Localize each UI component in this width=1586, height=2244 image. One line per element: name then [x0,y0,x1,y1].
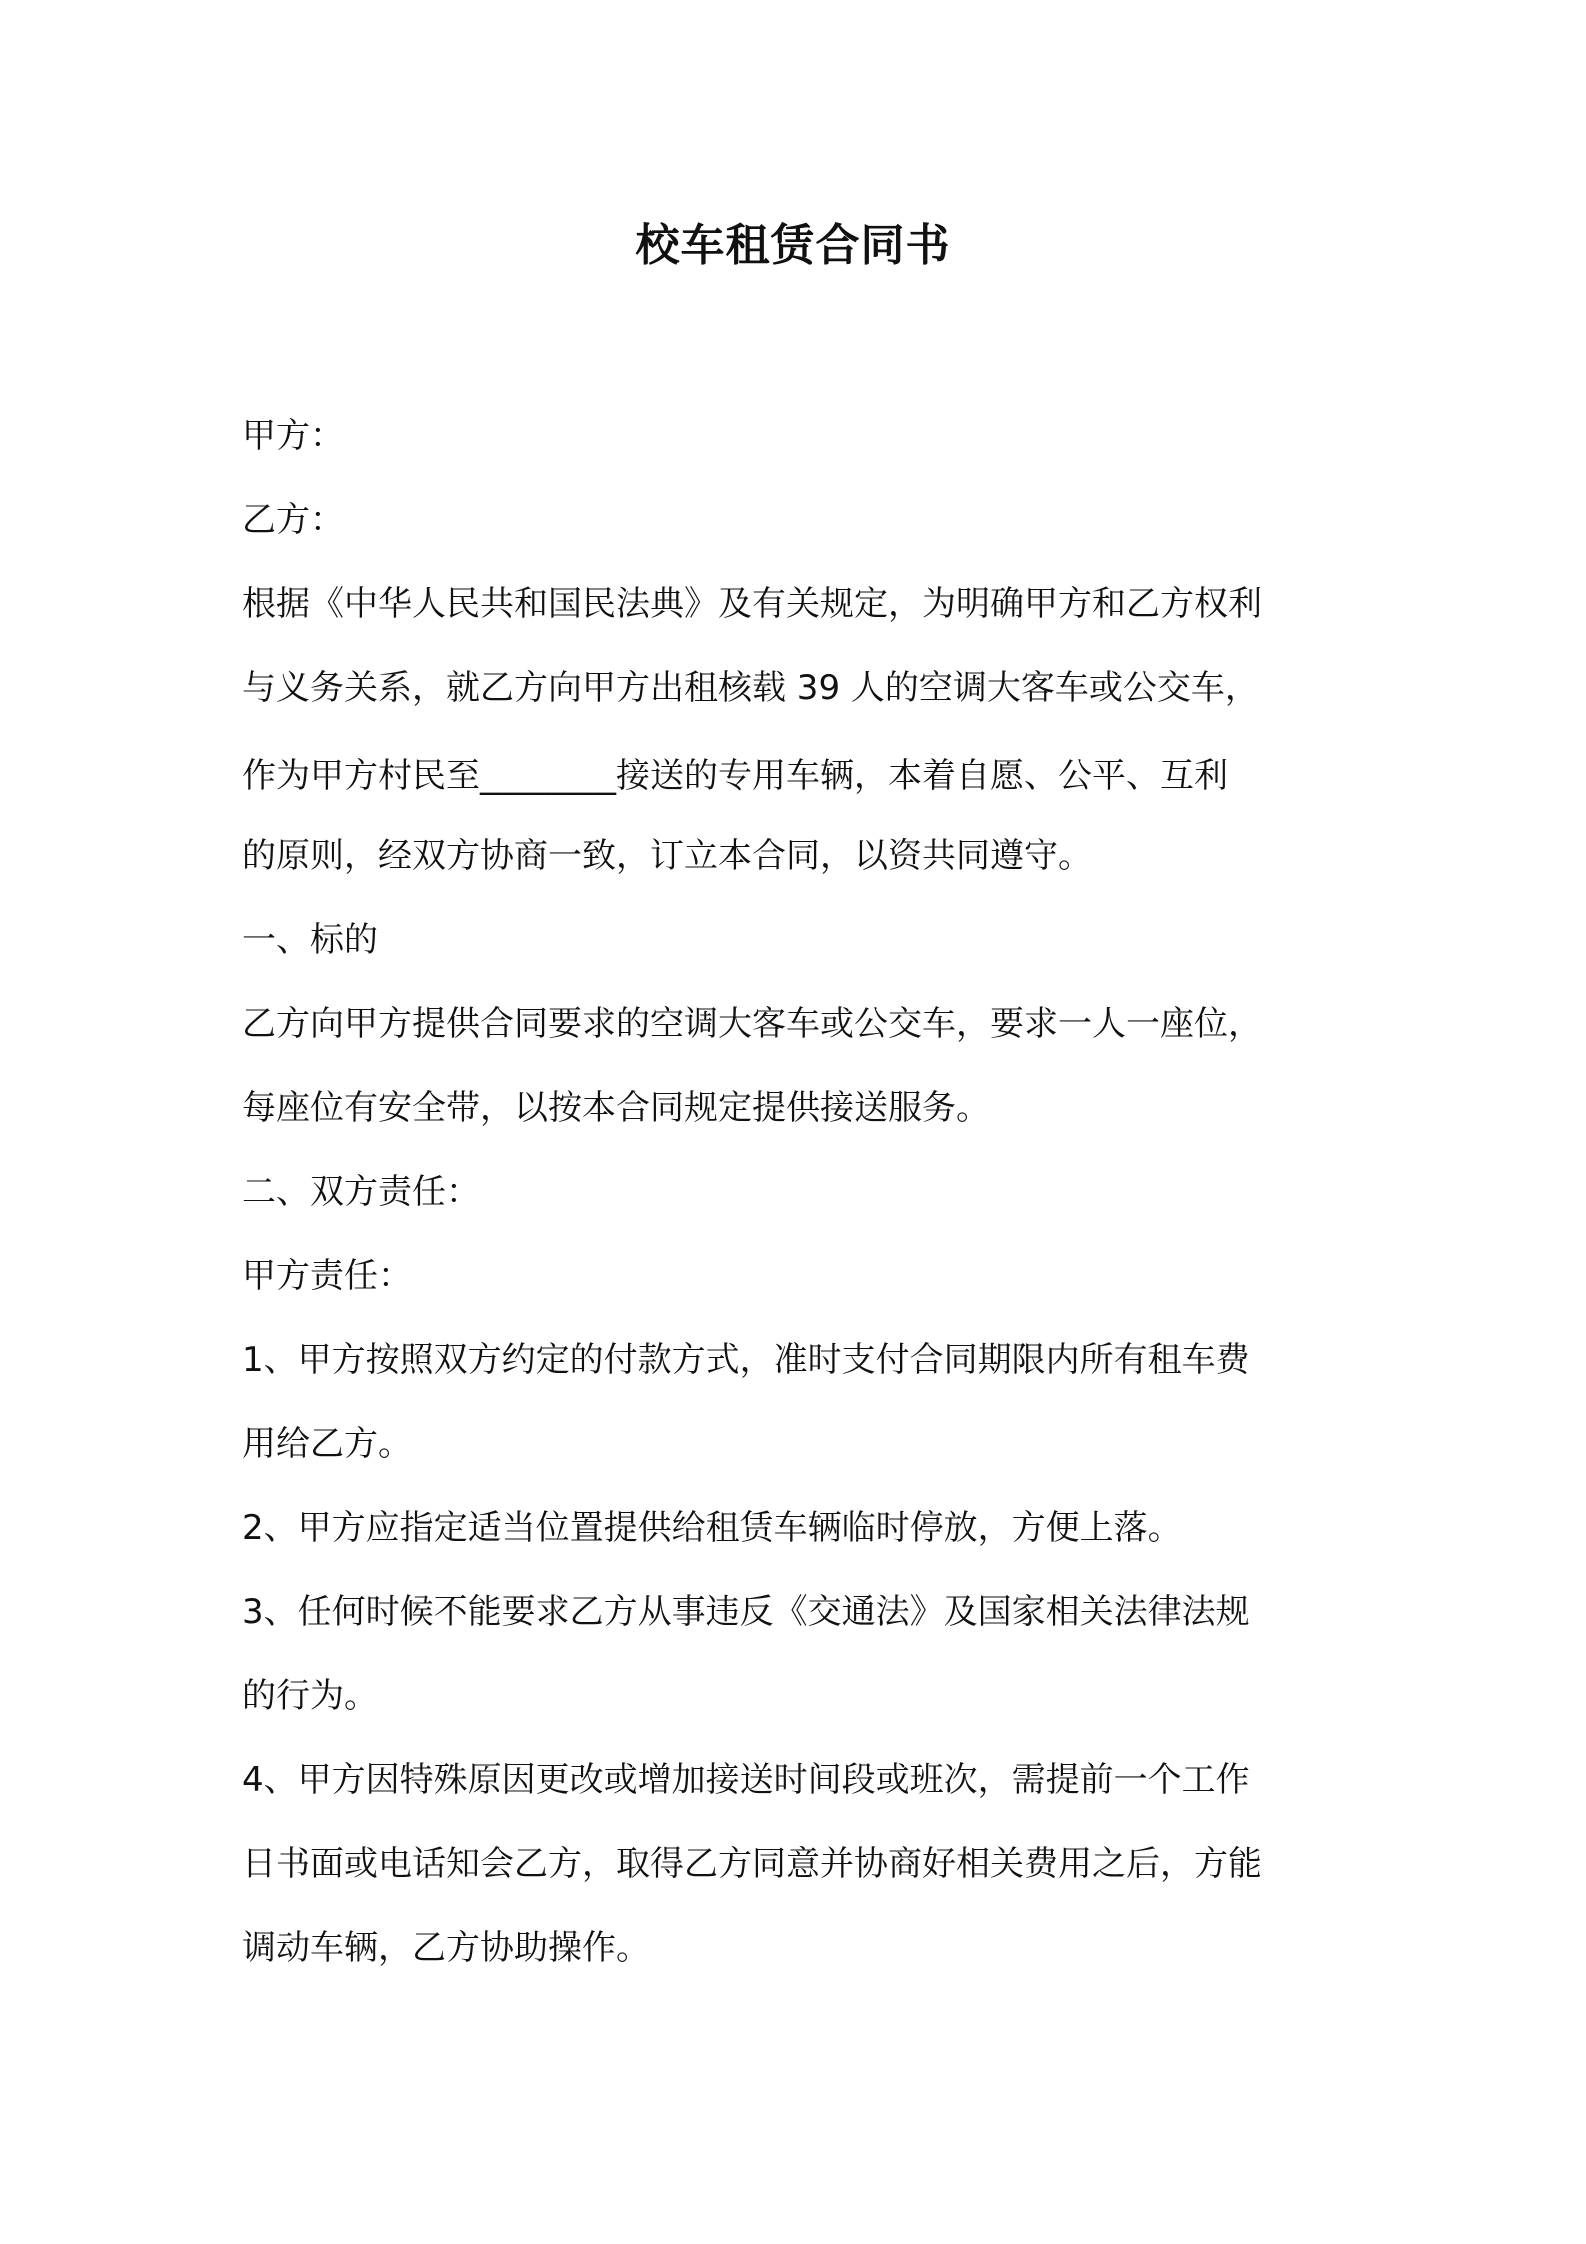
document-title: 校车租赁合同书 [635,220,951,271]
section-1-line-1: 乙方向甲方提供合同要求的空调大客车或公交车，要求一人一座位， [242,1004,1262,1044]
clause-1-line-2: 用给乙方。 [242,1424,412,1464]
party-a-line: 甲方： [242,416,344,456]
clause-3-line-2: 的行为。 [242,1676,378,1716]
clause-4-line-1: 4、甲方因特殊原因更改或增加接送时间段或班次，需提前一个工作 [242,1760,1250,1800]
section-1-line-2: 每座位有安全带，以按本合同规定提供接送服务。 [242,1088,990,1128]
preamble-line-4: 的原则，经双方协商一致，订立本合同，以资共同遵守。 [242,836,1092,876]
clause-3-line-1: 3、任何时候不能要求乙方从事违反《交通法》及国家相关法律法规 [242,1592,1250,1632]
clause-2-line-1: 2、甲方应指定适当位置提供给租赁车辆临时停放，方便上落。 [242,1508,1182,1548]
preamble-line-2: 与义务关系，就乙方向甲方出租核载 39 人的空调大客车或公交车， [242,668,1259,708]
party-b-line: 乙方： [242,500,344,540]
preamble-line-1: 根据《中华人民共和国民法典》及有关规定，为明确甲方和乙方权利 [242,584,1262,624]
clause-1-line-1: 1、甲方按照双方约定的付款方式，准时支付合同期限内所有租车费 [242,1340,1250,1380]
clause-4-line-2: 日书面或电话知会乙方，取得乙方同意并协商好相关费用之后，方能 [242,1844,1262,1884]
section-2-heading: 二、双方责任： [242,1172,480,1212]
clause-4-line-3: 调动车辆，乙方协助操作。 [242,1928,650,1968]
section-1-heading: 一、标的 [242,920,378,960]
party-a-duties-heading: 甲方责任： [242,1256,412,1296]
preamble-line-3: 作为甲方村民至________接送的专用车辆，本着自愿、公平、互利 [242,756,1228,796]
